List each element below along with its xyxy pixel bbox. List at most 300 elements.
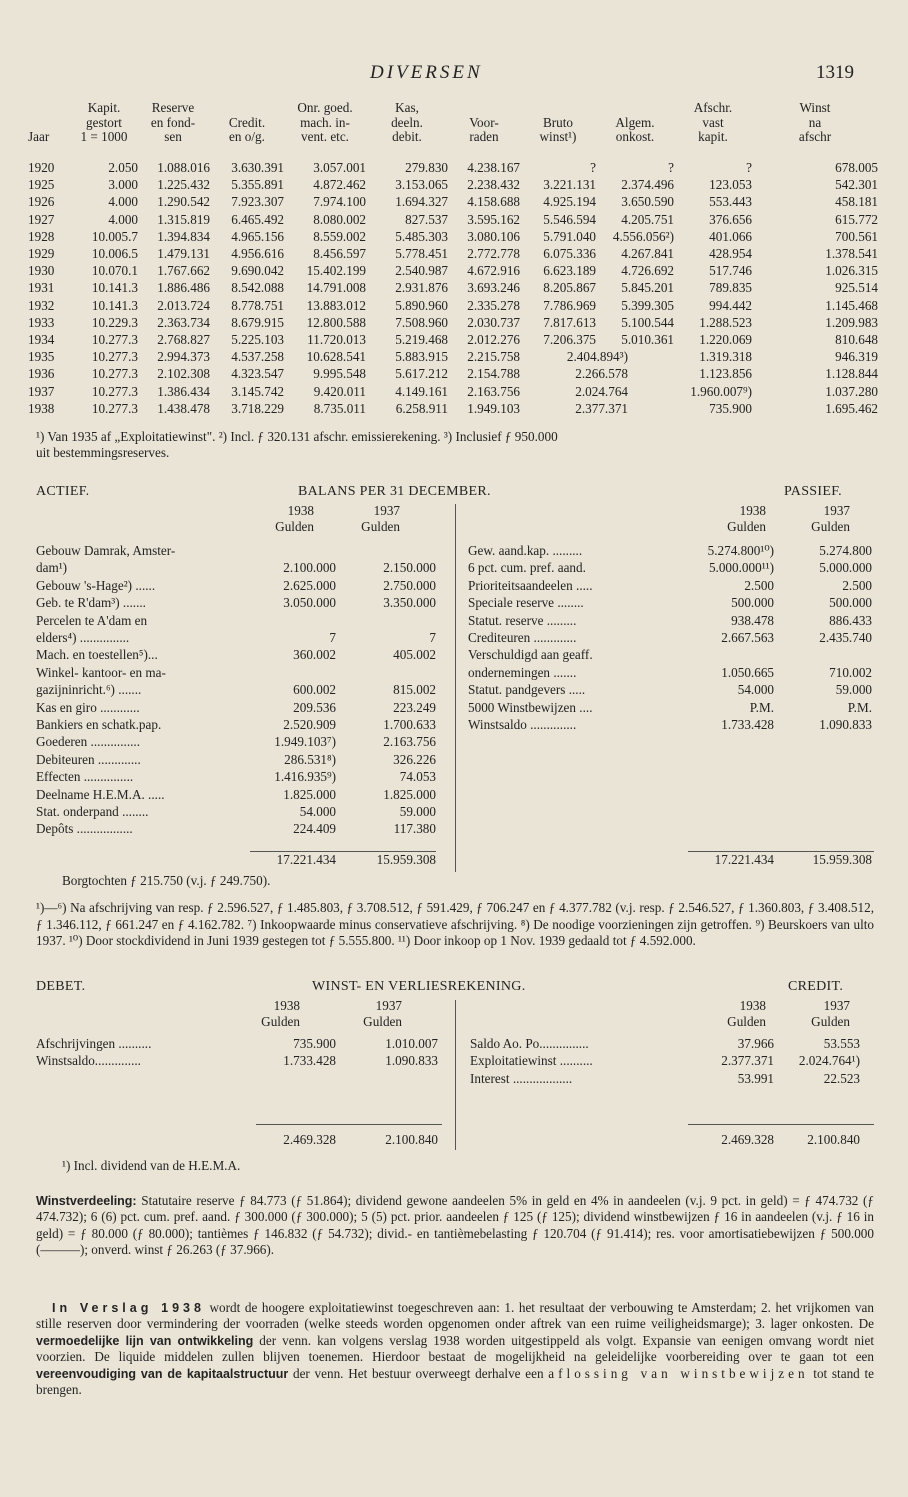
ledger-label: Goederen ............... <box>36 734 141 750</box>
history-row <box>0 177 878 193</box>
credit-total-1938: 2.469.328 <box>721 1132 774 1147</box>
ledger-value-1937: 22.523 <box>823 1070 860 1086</box>
borgtochten: Borgtochten ƒ 215.750 (v.j. ƒ 249.750). <box>62 873 271 888</box>
history-col-header: onkost. <box>615 129 655 144</box>
ledger-value-1938: 1.949.103⁷) <box>274 734 336 750</box>
history-cell: 1935 <box>28 349 55 365</box>
ledger-row <box>0 769 908 785</box>
ledger-value-1937: 500.000 <box>829 595 872 611</box>
ledger-label: Debiteuren ............. <box>36 751 141 767</box>
history-cell: 10.277.3 <box>91 349 138 365</box>
ledger-row <box>0 595 908 611</box>
history-cell: 4.537.258 <box>231 349 284 365</box>
actief-unit-1938: Gulden <box>275 519 314 534</box>
history-cell: 1925 <box>28 177 55 193</box>
history-cell: 5.225.103 <box>231 332 284 347</box>
credit-unit-1937: Gulden <box>811 1014 850 1029</box>
history-cell: 3.630.391 <box>231 160 284 175</box>
history-cell: 401.066 <box>709 228 752 244</box>
history-cell: 5.791.040 <box>543 228 596 244</box>
credit-total-1937: 2.100.840 <box>807 1132 860 1147</box>
passief-year-1938: 1938 <box>739 503 766 518</box>
history-cell: 1.949.103 <box>467 400 520 416</box>
history-col-header: Jaar <box>28 129 50 144</box>
history-cell: 12.800.588 <box>306 314 366 330</box>
history-cell: 517.746 <box>709 263 752 279</box>
history-cell: 1938 <box>28 400 55 416</box>
history-row <box>0 366 878 382</box>
history-row <box>0 228 878 244</box>
balance-footnote: ¹)—⁶) Na afschrijving van resp. ƒ 2.596.527, ƒ 1.485.803, ƒ 3.708.512, ƒ 591.429, ƒ 706.247 en ƒ 4.377.782 (v.j. resp. ƒ 2.546.527, ƒ 1.360.803, ƒ 3.408.512, ƒ 1.346.112, ƒ 661.247 en ƒ 4.162.782. ⁷) Inkoopwaarde minus conservatieve afschrijving. ⁸) De noodige voorzieningen zijn getroffen. ⁹) Beurskoers van ulto 1937. ¹⁰) Door stockdividend in Juni 1939 gestegen tot ƒ 5.555.800. ¹¹) Door inkoop op 1 Nov. 1939 gedaald tot ƒ 4.592.000. <box>36 900 874 948</box>
history-cell: 5.778.451 <box>395 246 448 261</box>
ledger-value-1938: 360.002 <box>293 647 336 663</box>
history-col-header: Voor- <box>469 114 499 130</box>
history-row <box>0 314 878 330</box>
ledger-row <box>0 630 908 646</box>
ledger-row <box>0 1036 908 1052</box>
history-cell: 5.845.201 <box>621 280 674 296</box>
history-col-header: en o/g. <box>229 129 265 144</box>
ledger-label: Prioriteitsaandeelen ..... <box>468 577 593 593</box>
history-col-header: raden <box>469 129 499 144</box>
history-cell: 4.000 <box>108 211 138 227</box>
history-cell: 11.720.013 <box>307 332 366 347</box>
history-row <box>0 160 878 175</box>
balance-total-row <box>0 852 908 868</box>
history-col-header: Winst <box>799 100 831 115</box>
ledger-value-1937: 3.350.000 <box>383 595 436 611</box>
history-cell: 5.546.594 <box>543 211 596 227</box>
ledger-row <box>0 578 908 594</box>
history-cell: 1920 <box>28 160 55 175</box>
history-row <box>0 194 878 210</box>
history-col-header: vent. etc. <box>301 129 349 144</box>
history-cell: 5.100.544 <box>621 314 674 330</box>
history-footnote-line1: ¹) Van 1935 af „Exploitatiewinst". ²) Incl. ƒ 320.131 afschr. emissierekening. ³) Inclusief ƒ 950.000 <box>36 429 558 444</box>
actief-year-1938: 1938 <box>287 503 314 518</box>
actief-total-1938: 17.221.434 <box>276 852 336 867</box>
ledger-value-1938: 2.377.371 <box>721 1053 774 1069</box>
ledger-label: Winstsaldo .............. <box>468 717 577 732</box>
history-cell: 1.378.541 <box>825 246 878 261</box>
ledger-value-1938: 1.733.428 <box>721 717 774 732</box>
ledger-value-1938: 209.536 <box>293 699 336 715</box>
history-cell: 4.872.462 <box>313 177 366 193</box>
ledger-value-1938: 500.000 <box>731 595 774 611</box>
ledger-value-1937: 223.249 <box>393 699 436 715</box>
actief-total-1937: 15.959.308 <box>376 852 436 867</box>
ledger-label: Exploitatiewinst .......... <box>470 1053 593 1069</box>
history-cell: 4.323.547 <box>231 366 284 382</box>
ledger-row <box>0 804 908 820</box>
history-col-header: winst¹) <box>539 129 577 144</box>
verslag-text-2: der venn. kan volgens verslag 1938 worden uitgestippeld als volgt. Expansie van eenigen omvang wordt niet voorzien. De liquide middelen zullen blijven toenemen. Hierdoor bestaat de mogelijkheid na geleidelijke voorbereiding over te gaan tot een <box>36 1332 874 1365</box>
history-col-header: en fond- <box>150 114 196 130</box>
history-cell: 735.900 <box>709 400 752 416</box>
ledger-value-1938: 2.500 <box>744 577 774 593</box>
history-cell: 10.277.3 <box>91 332 138 347</box>
history-footnote-line2: uit bestemmingsreserves. <box>36 445 170 460</box>
history-cell: 10.628.541 <box>306 349 366 365</box>
history-cell: 2.377.371 <box>575 400 628 416</box>
ledger-label: Interest .................. <box>470 1070 573 1086</box>
ledger-row <box>0 682 908 698</box>
ledger-row <box>0 700 908 716</box>
ledger-value-1938: 735.900 <box>293 1036 336 1051</box>
history-cell: 3.693.246 <box>467 280 520 296</box>
history-cell: 1.209.983 <box>825 314 878 330</box>
history-cell: 2.102.308 <box>157 366 210 382</box>
history-cell: 8.456.597 <box>313 246 366 261</box>
ledger-value-1937: 2.024.764¹) <box>798 1053 860 1069</box>
history-cell: 553.443 <box>709 194 752 210</box>
ledger-row <box>0 821 908 837</box>
debet-total-rule <box>256 1124 442 1125</box>
ledger-label: Stat. onderpand ........ <box>36 804 149 819</box>
history-col-header: gestort <box>86 114 122 130</box>
history-cell: 6.075.336 <box>543 246 596 261</box>
history-cell: 1.225.432 <box>157 177 210 193</box>
history-cell: 10.141.3 <box>91 280 138 296</box>
history-cell: 3.718.229 <box>231 400 284 416</box>
passief-total-1938: 17.221.434 <box>714 852 774 867</box>
history-cell: 4.556.056²) <box>612 228 674 244</box>
history-cell: 1934 <box>28 332 55 347</box>
credit-total-rule <box>688 1124 874 1125</box>
history-col-header: debit. <box>392 129 422 144</box>
ledger-label: Effecten ............... <box>36 769 134 785</box>
ledger-value-1937: 2.435.740 <box>819 630 872 645</box>
history-col-header: Onr. goed. <box>297 100 353 115</box>
history-cell: 4.158.688 <box>467 194 520 210</box>
history-cell: 1.088.016 <box>157 160 210 175</box>
history-cell: 1.123.856 <box>699 366 752 382</box>
verslag-bold-1: vermoedelijke lijn van ontwikkeling <box>36 1333 254 1348</box>
history-col-header: mach. in- <box>300 114 350 130</box>
history-cell: 2.012.276 <box>467 332 520 347</box>
ledger-label: Geb. te R'dam³) ....... <box>36 595 146 611</box>
history-cell: 4.267.841 <box>621 246 674 261</box>
history-cell: 2.238.432 <box>467 177 520 193</box>
ledger-label: Bankiers en schatk.pap. <box>36 717 162 732</box>
history-col-header: deeln. <box>391 114 423 130</box>
history-col-header: na <box>808 114 822 130</box>
history-cell: 2.374.496 <box>621 177 674 193</box>
ledger-value-1937: 59.000 <box>399 804 436 819</box>
ledger-value-1938: 600.002 <box>293 682 336 698</box>
history-row <box>0 246 878 261</box>
history-cell: 5.617.212 <box>395 366 448 382</box>
history-cell: 3.221.131 <box>543 177 596 193</box>
history-cell: 4.149.161 <box>395 383 448 399</box>
history-cell: 1926 <box>28 194 55 210</box>
history-cell: 8.080.002 <box>313 211 366 227</box>
history-cell: 4.726.692 <box>621 263 674 279</box>
history-cell: 4.238.167 <box>467 160 520 175</box>
history-cell: 2.772.778 <box>467 246 520 261</box>
running-title: DIVERSEN <box>370 62 483 83</box>
history-cell: 1.767.662 <box>157 263 210 279</box>
passief-heading: PASSIEF. <box>784 484 842 499</box>
history-cell: 1931 <box>28 280 55 296</box>
history-cell: 5.890.960 <box>395 297 448 313</box>
debet-total-1937: 2.100.840 <box>385 1132 438 1147</box>
history-cell: 1937 <box>28 383 55 399</box>
credit-heading: CREDIT. <box>788 979 844 994</box>
history-cell: 10.141.3 <box>91 297 138 313</box>
history-cell: 6.623.189 <box>543 263 596 279</box>
history-cell: 7.817.613 <box>543 314 596 330</box>
verslag-text-4: tot stand te brengen. <box>36 1365 875 1398</box>
history-cell: 9.420.011 <box>313 383 366 399</box>
history-cell: 14.791.008 <box>306 280 366 296</box>
history-cell: 3.057.001 <box>313 160 366 175</box>
ledger-value-1937: 117.380 <box>393 821 436 837</box>
ledger-value-1937: 1.700.633 <box>383 717 436 732</box>
history-cell: 2.163.756 <box>467 383 520 399</box>
ledger-label: Winstsaldo.............. <box>36 1053 141 1069</box>
ledger-value-1938: 54.000 <box>299 804 336 819</box>
credit-unit-1938: Gulden <box>727 1014 766 1029</box>
ledger-value-1938: 2.520.909 <box>283 717 336 732</box>
passief-year-1937: 1937 <box>823 503 850 518</box>
history-cell: 1.479.131 <box>157 246 210 261</box>
history-cell: 1.315.819 <box>157 211 210 227</box>
ledger-label: Winkel- kantoor- en ma- <box>36 664 166 680</box>
ledger-label: gazijninricht.⁶) ....... <box>36 682 142 698</box>
ledger-value-1937: 405.002 <box>393 647 436 663</box>
ledger-row <box>0 560 908 576</box>
ledger-value-1938: 286.531⁸) <box>284 751 336 767</box>
ledger-row <box>0 543 908 559</box>
history-cell: ? <box>590 160 596 175</box>
history-cell: 1.288.523 <box>699 314 752 330</box>
pnl-total-row <box>0 1132 908 1148</box>
ledger-value-1938: 1.825.000 <box>283 786 336 802</box>
history-cell: 994.442 <box>709 297 752 313</box>
ledger-value-1937: 886.433 <box>829 612 872 628</box>
ledger-value-1938: 1.050.665 <box>721 664 774 680</box>
winstverdeeling-label: Winstverdeeling: <box>36 1194 137 1208</box>
ledger-label: Percelen te A'dam en <box>36 612 148 628</box>
ledger-row <box>0 613 908 629</box>
debet-unit-1937: Gulden <box>363 1014 402 1029</box>
history-row <box>0 280 878 296</box>
ledger-value-1937: P.M. <box>847 699 872 715</box>
ledger-value-1938: 2.667.563 <box>721 630 774 645</box>
debet-year-1938: 1938 <box>273 998 300 1013</box>
ledger-label: Speciale reserve ........ <box>468 595 584 611</box>
history-cell: 2.013.724 <box>157 297 210 313</box>
history-cell: ? <box>746 160 752 175</box>
debet-heading: DEBET. <box>36 979 86 994</box>
verslag-text-1: wordt de hoogere exploitatiewinst toegeschreven aan: 1. het resultaat der verbouwing te Amsterdam; 2. het vrijkomen van stille reserven door vermindering der voorraden (welke steeds worden opgenomen onder aftrek van een ruime veiligheidsmarge); 3. lager onkosten. De <box>36 1300 875 1332</box>
ledger-value-1937: 1.090.833 <box>819 717 872 732</box>
ledger-value-1938: 224.409 <box>293 821 336 837</box>
history-cell: 2.050 <box>108 160 138 175</box>
ledger-label: 5000 Winstbewijzen .... <box>468 699 593 715</box>
history-cell: 5.399.305 <box>621 297 674 313</box>
ledger-value-1937: 5.000.000 <box>819 560 872 576</box>
verslag-text-3: der venn. Het bestuur overweegt derhalve een <box>288 1365 549 1381</box>
history-row <box>0 332 878 347</box>
ledger-label: Saldo Ao. Po............... <box>470 1036 589 1051</box>
ledger-value-1938: 5.274.800¹⁰) <box>707 543 774 558</box>
ledger-label: Statut. reserve ......... <box>468 612 577 628</box>
history-cell: 1933 <box>28 314 55 330</box>
history-cell: 9.690.042 <box>231 263 284 279</box>
pnl-footnote: ¹) Incl. dividend van de H.E.M.A. <box>62 1158 241 1173</box>
verslag-paragraph <box>36 1300 874 1398</box>
debet-year-1937: 1937 <box>375 998 402 1013</box>
ledger-label: 6 pct. cum. pref. aand. <box>468 560 586 576</box>
ledger-label: Statut. pandgevers ..... <box>468 682 586 698</box>
ledger-value-1938: 938.478 <box>731 612 774 628</box>
history-cell: 7.786.969 <box>543 297 596 313</box>
ledger-value-1938: 1.416.935⁹) <box>274 769 336 785</box>
ledger-label: dam¹) <box>36 560 68 576</box>
history-cell: 1.037.280 <box>825 383 878 399</box>
ledger-label: ondernemingen ....... <box>468 664 577 680</box>
history-cell: 1.694.327 <box>395 194 448 210</box>
history-cell: 1.886.486 <box>157 280 210 296</box>
balance-heading: BALANS PER 31 DECEMBER. <box>298 484 491 499</box>
history-cell: 1.026.315 <box>825 263 878 279</box>
history-cell: 1929 <box>28 246 55 261</box>
ledger-row <box>0 734 908 750</box>
actief-year-1937: 1937 <box>373 503 400 518</box>
ledger-label: Deelname H.E.M.A. ..... <box>36 786 165 802</box>
history-cell: 1.438.478 <box>157 400 210 416</box>
history-cell: 3.000 <box>108 177 138 193</box>
ledger-label: Afschrijvingen .......... <box>36 1036 152 1051</box>
history-cell: 10.006.5 <box>91 246 138 261</box>
history-row <box>0 400 878 416</box>
history-cell: 10.277.3 <box>91 383 138 399</box>
ledger-value-1937: 7 <box>429 630 436 645</box>
history-col-header: afschr <box>798 129 832 144</box>
history-cell: 2.266.578 <box>575 366 628 382</box>
history-row <box>0 211 878 227</box>
actief-heading: ACTIEF. <box>36 484 90 499</box>
history-cell: 1.394.834 <box>157 228 210 244</box>
ledger-label: Crediteuren ............. <box>468 630 577 645</box>
history-cell: 1936 <box>28 366 55 382</box>
ledger-label: Gebouw Damrak, Amster- <box>36 543 176 558</box>
history-cell: 3.650.590 <box>621 194 674 210</box>
history-cell: 615.772 <box>835 211 878 227</box>
history-row <box>0 383 878 399</box>
history-cell: 6.465.492 <box>231 211 284 227</box>
history-cell: 2.024.764 <box>575 383 628 399</box>
ledger-value-1937: 1.090.833 <box>385 1053 438 1069</box>
history-cell: 10.277.3 <box>91 400 138 416</box>
history-cell: 1.960.007⁹) <box>690 383 752 399</box>
history-cell: 4.965.156 <box>231 228 284 244</box>
history-col-header: sen <box>164 129 182 144</box>
ledger-value-1938: 5.000.000¹¹) <box>708 560 774 576</box>
passief-unit-1937: Gulden <box>811 519 850 534</box>
history-col-header: vast <box>702 114 724 130</box>
ledger-row <box>0 1053 908 1069</box>
history-cell: 1932 <box>28 297 55 313</box>
ledger-value-1938: 1.733.428 <box>283 1053 336 1069</box>
ledger-value-1937: 2.163.756 <box>383 734 436 750</box>
winstverdeeling-text: Statutaire reserve ƒ 84.773 (ƒ 51.864); dividend gewone aandeelen 5% in geld en 4% in aandeelen (v.j. 9 pct. in geld) = ƒ 474.732 (ƒ 474.732); 6 (6) pct. cum. pref. aand. ƒ 300.000 (ƒ 300.000); 5 (5) pct. prior. aandeelen ƒ 125 (ƒ 125); dividend winstbewijzen ƒ 16 in aandeelen (v.j. ƒ 16 in geld) = ƒ 80.000 (ƒ 80.000); tantièmes ƒ 146.832 (ƒ 54.732); divid.- en tantièmebelasting ƒ 120.704 (ƒ 91.414); res. voor amortisatiebewijzen ƒ 500.000 (———); onverd. winst ƒ 26.263 (ƒ 37.966). <box>36 1193 874 1258</box>
history-cell: 1927 <box>28 211 55 227</box>
credit-year-1937: 1937 <box>823 998 850 1013</box>
history-cell: 1.290.542 <box>157 194 210 210</box>
history-cell: 542.301 <box>835 177 878 193</box>
ledger-row <box>0 752 908 768</box>
history-cell: 4.956.616 <box>231 246 284 261</box>
history-cell: 2.931.876 <box>395 280 448 296</box>
actief-unit-1937: Gulden <box>361 519 400 534</box>
history-cell: 2.030.737 <box>467 314 520 330</box>
history-cell: 2.994.373 <box>157 349 210 365</box>
history-col-header: Bruto <box>542 114 574 130</box>
history-cell: 10.229.3 <box>91 314 138 330</box>
history-cell: 13.883.012 <box>306 297 366 313</box>
history-cell: 925.514 <box>835 280 878 296</box>
ledger-value-1937: 2.500 <box>842 577 872 593</box>
ledger-label: Gew. aand.kap. ......... <box>468 543 583 558</box>
ledger-value-1937: 1.010.007 <box>385 1036 438 1051</box>
winstverdeeling-paragraph <box>36 1193 874 1259</box>
ledger-value-1937: 74.053 <box>399 769 436 785</box>
ledger-value-1937: 710.002 <box>829 664 872 680</box>
ledger-value-1937: 5.274.800 <box>819 543 872 558</box>
history-cell: 2.154.788 <box>467 366 520 382</box>
ledger-value-1938: 54.000 <box>737 682 774 698</box>
history-cell: 1.695.462 <box>825 400 878 416</box>
history-cell: 3.595.162 <box>467 211 520 227</box>
history-cell: 4.000 <box>108 194 138 210</box>
history-cell: 4.205.751 <box>621 211 674 227</box>
history-cell: 789.835 <box>709 280 752 296</box>
history-cell: 1.145.468 <box>825 297 878 313</box>
pnl-heading: WINST- EN VERLIESREKENING. <box>312 979 526 994</box>
history-cell: 1930 <box>28 263 55 279</box>
ledger-value-1937: 1.825.000 <box>383 786 436 802</box>
history-cell: 376.656 <box>709 211 752 227</box>
history-cell: 2.404.894³) <box>566 349 628 365</box>
credit-year-1938: 1938 <box>739 998 766 1013</box>
history-cell: 7.974.100 <box>313 194 366 210</box>
history-cell: 8.542.088 <box>231 280 284 296</box>
history-cell: 10.277.3 <box>91 366 138 382</box>
history-cell: ? <box>668 160 674 175</box>
history-cell: 700.561 <box>835 228 878 244</box>
history-cell: 810.648 <box>835 332 878 347</box>
history-cell: 2.768.827 <box>157 332 210 347</box>
ledger-value-1938: 53.991 <box>737 1070 774 1086</box>
verslag-bold-2: vereenvoudiging van de kapitaalstructuur <box>36 1366 289 1381</box>
ledger-label: Depôts ................. <box>36 821 133 837</box>
ledger-value-1937: 326.226 <box>393 751 436 767</box>
history-cell: 8.735.011 <box>313 400 366 416</box>
ledger-row <box>0 647 908 663</box>
history-cell: 7.508.960 <box>395 314 448 330</box>
history-cell: 2.215.758 <box>467 349 520 365</box>
debet-total-1938: 2.469.328 <box>283 1132 336 1147</box>
history-cell: 9.995.548 <box>313 366 366 382</box>
ledger-value-1938: P.M. <box>749 699 774 715</box>
debet-unit-1938: Gulden <box>261 1014 300 1029</box>
ledger-value-1938: 3.050.000 <box>283 595 336 611</box>
history-cell: 2.540.987 <box>395 263 448 279</box>
ledger-label: Kas en giro ............ <box>36 699 140 715</box>
